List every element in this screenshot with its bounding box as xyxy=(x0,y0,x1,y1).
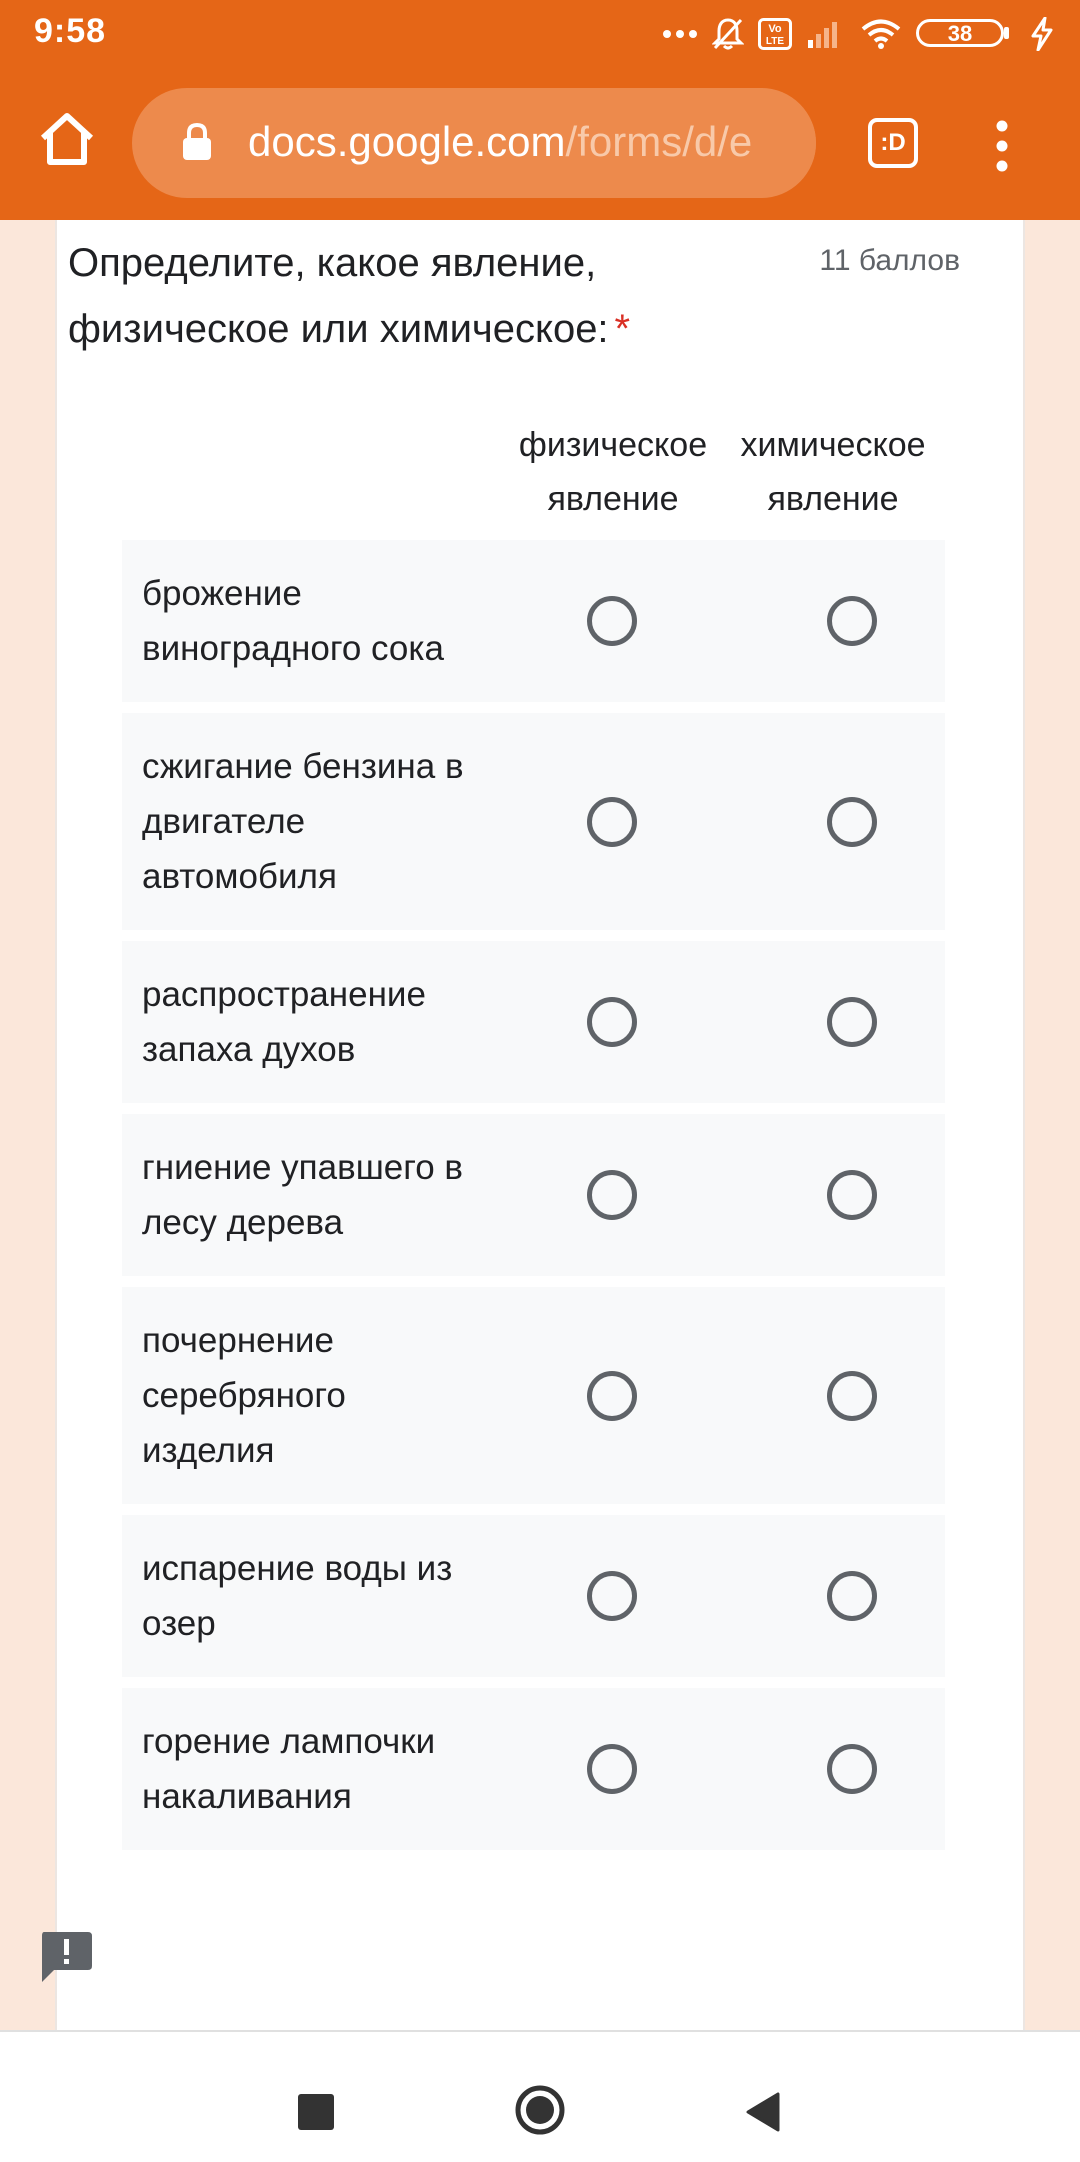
grid-row xyxy=(122,1114,945,1276)
home-button[interactable] xyxy=(36,108,98,170)
more-dots-icon xyxy=(662,28,698,40)
muted-bell-icon xyxy=(712,17,744,51)
back-triangle-icon xyxy=(742,2090,782,2134)
grid-row xyxy=(122,713,945,930)
system-nav-bar xyxy=(0,2030,1080,2162)
radio-chemical[interactable] xyxy=(827,1571,877,1621)
row-label: испарение воды из озер xyxy=(142,1549,453,1643)
url-path: /forms/d/e xyxy=(565,118,753,165)
battery-icon xyxy=(916,17,1016,51)
status-bar xyxy=(0,0,1080,68)
radio-physical[interactable] xyxy=(587,1371,637,1421)
radio-chemical[interactable] xyxy=(827,997,877,1047)
status-icons xyxy=(662,14,1054,54)
column-header-chemical: химическое явление xyxy=(740,426,926,518)
url-host: docs.google.com xyxy=(248,118,566,165)
radio-chemical[interactable] xyxy=(827,1371,877,1421)
radio-chemical[interactable] xyxy=(827,1744,877,1794)
grid-row xyxy=(122,540,945,702)
row-label: гниение упавшего в лесу дерева xyxy=(142,1148,464,1242)
home-icon xyxy=(36,108,98,170)
radio-physical[interactable] xyxy=(587,997,637,1047)
grid-row xyxy=(122,1688,945,1850)
tab-switcher-button[interactable]: :D xyxy=(868,118,918,168)
row-label: сжигание бензина в двигателе автомобиля xyxy=(142,747,464,896)
radio-physical[interactable] xyxy=(587,596,637,646)
question-title xyxy=(68,230,688,362)
column-header-physical: физическое явление xyxy=(518,426,708,518)
radio-chemical[interactable] xyxy=(827,596,877,646)
feedback-icon xyxy=(38,1928,94,1984)
back-button[interactable] xyxy=(742,2090,782,2134)
grid-row xyxy=(122,1515,945,1677)
wifi-icon xyxy=(860,18,902,50)
row-label: распространение запаха духов xyxy=(142,975,426,1069)
question-title-text: Определите, какое явление, физическое или химическое: xyxy=(68,241,609,351)
grid-rows xyxy=(122,540,945,1861)
svg-text:LTE: LTE xyxy=(765,36,785,47)
system-home-button[interactable] xyxy=(514,2084,566,2136)
row-label: брожение виноградного сока xyxy=(142,574,444,668)
feedback-button[interactable] xyxy=(38,1928,94,1984)
lock-icon xyxy=(180,122,214,167)
row-label: горение лампочки накаливания xyxy=(142,1722,436,1816)
radio-chemical[interactable] xyxy=(827,797,877,847)
required-mark: * xyxy=(614,307,631,351)
points-label: 11 баллов xyxy=(819,244,960,277)
overflow-menu-button[interactable] xyxy=(990,116,1014,176)
grid-row xyxy=(122,941,945,1103)
radio-physical[interactable] xyxy=(587,1170,637,1220)
grid-row xyxy=(122,1287,945,1504)
browser-toolbar xyxy=(0,68,1080,220)
svg-text:Vo: Vo xyxy=(768,23,782,35)
charging-icon xyxy=(1030,17,1054,51)
more-vert-icon xyxy=(990,116,1014,176)
radio-physical[interactable] xyxy=(587,797,637,847)
radio-physical[interactable] xyxy=(587,1571,637,1621)
url-text xyxy=(248,118,752,166)
recents-button[interactable] xyxy=(298,2094,334,2130)
radio-physical[interactable] xyxy=(587,1744,637,1794)
status-time: 9:58 xyxy=(34,12,107,50)
url-bar[interactable] xyxy=(132,88,816,198)
signal-icon xyxy=(806,18,846,50)
battery-level: 38 xyxy=(947,21,973,46)
volte-icon xyxy=(758,18,792,50)
radio-chemical[interactable] xyxy=(827,1170,877,1220)
row-label: почернение серебряного изделия xyxy=(142,1321,346,1470)
home-circle-icon xyxy=(514,2084,566,2136)
